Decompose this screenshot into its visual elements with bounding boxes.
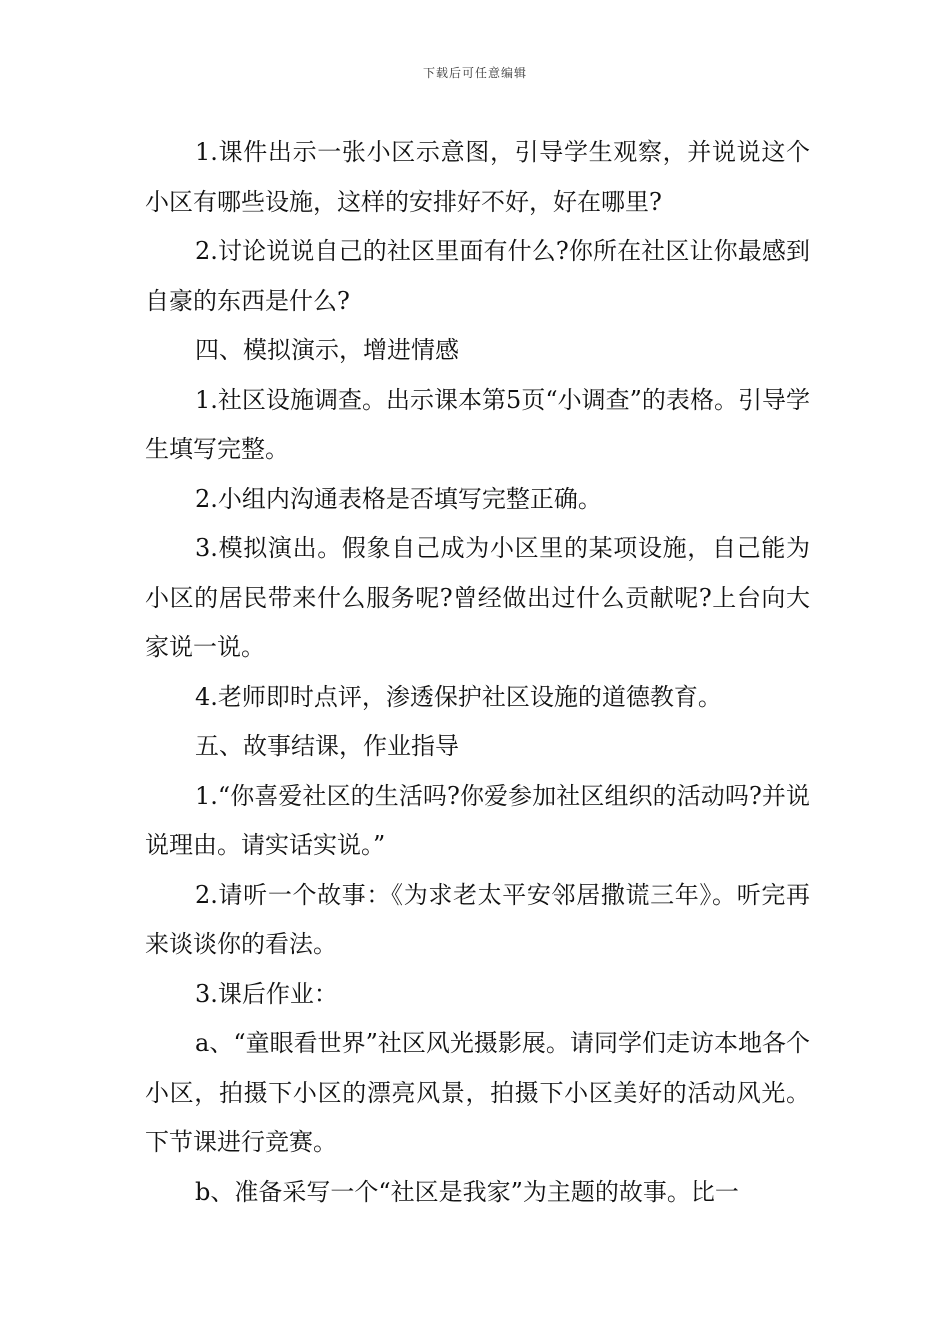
paragraph: a、“童眼看世界”社区风光摄影展。请同学们走访本地各个小区，拍摄下小区的漂亮风景，拍摄下小区美好的活动风光。下节课进行竞赛。 bbox=[145, 1029, 810, 1156]
section-heading: 五、故事结课，作业指导 bbox=[195, 732, 459, 760]
page-header: 下载后可任意编辑 bbox=[422, 66, 527, 80]
document-body bbox=[145, 128, 810, 1217]
paragraph: 2.请听一个故事：《为求老太平安邻居撒谎三年》。听完再来谈谈你的看法。 bbox=[145, 880, 810, 958]
paragraph: 4.老师即时点评，渗透保护社区设施的道德教育。 bbox=[195, 682, 722, 711]
paragraph: 3.课后作业： bbox=[195, 979, 338, 1008]
paragraph: 1.课件出示一张小区示意图，引导学生观察，并说说这个小区有哪些设施，这样的安排好不好，好在哪里? bbox=[145, 138, 810, 216]
section-heading: 四、模拟演示，增进情感 bbox=[195, 336, 459, 364]
paragraph: 1.社区设施调查。出示课本第5页“小调查”的表格。引导学生填写完整。 bbox=[145, 385, 810, 463]
paragraph: 2.小组内沟通表格是否填写完整正确。 bbox=[195, 484, 602, 513]
paragraph: b、准备采写一个“社区是我家”为主题的故事。比一 bbox=[195, 1177, 739, 1206]
paragraph: 3.模拟演出。假象自己成为小区里的某项设施，自己能为小区的居民带来什么服务呢?曾经做出过什么贡献呢?上台向大家说一说。 bbox=[145, 534, 810, 661]
paragraph: 1.“你喜爱社区的生活吗?你爱参加社区组织的活动吗?并说说理由。请实话实说。” bbox=[145, 781, 810, 859]
paragraph: 2.讨论说说自己的社区里面有什么?你所在社区让你最感到自豪的东西是什么? bbox=[145, 237, 810, 315]
